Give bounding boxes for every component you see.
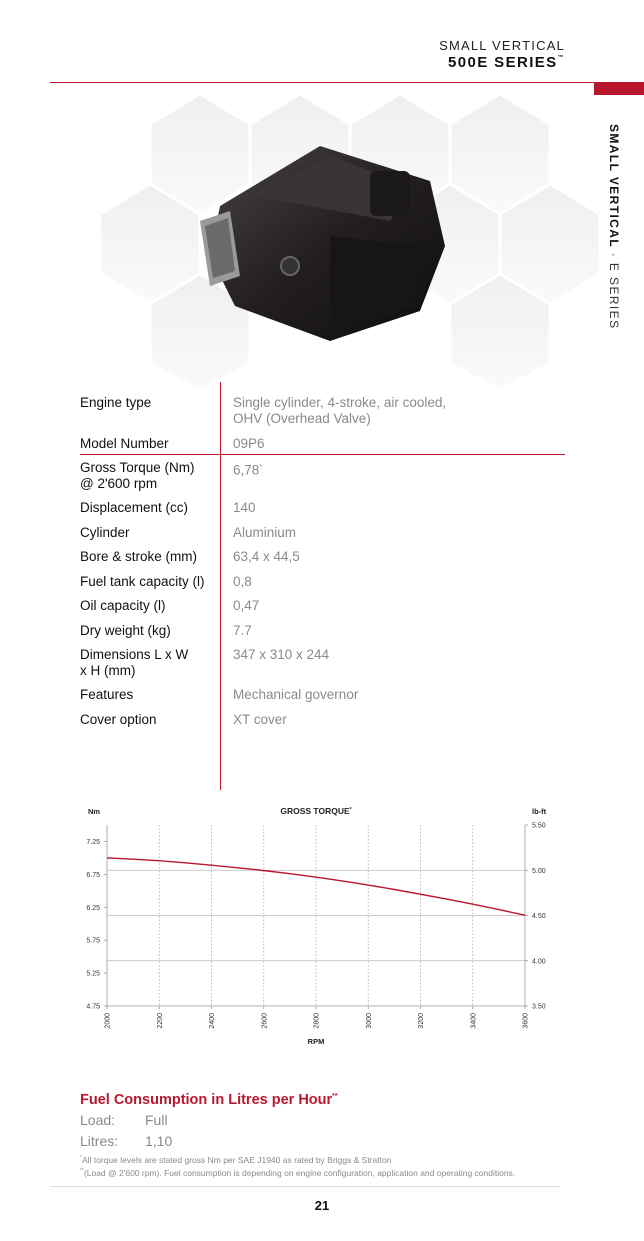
spec-row-gross-torque xyxy=(80,460,570,492)
footnote-mark: ** xyxy=(332,1093,338,1101)
header-series-line2: 500E SERIES™ xyxy=(447,54,565,71)
spec-row-dimensions xyxy=(80,647,570,679)
page-header xyxy=(439,38,565,71)
spec-row-engine-type xyxy=(80,395,570,426)
torque-chart xyxy=(70,800,560,1050)
spec-value: 6,78* xyxy=(233,462,263,478)
spec-value: 0,8 xyxy=(233,574,252,589)
chart-x-tick-label: 3200 xyxy=(418,1013,425,1029)
chart-x-tick-label: 2800 xyxy=(313,1013,321,1029)
chart-y-tick-label: 5.75 xyxy=(86,937,100,945)
chart-title: GROSS TORQUE* xyxy=(280,806,352,816)
chart-y-tick-label: 6.25 xyxy=(86,904,100,912)
chart-y2-tick-label: 5.50 xyxy=(532,822,546,830)
chart-y2-tick-label: 4.00 xyxy=(532,958,546,966)
spec-value: 63,4 x 44,5 xyxy=(233,549,300,564)
trademark-mark: ™ xyxy=(557,55,565,61)
chart-x-tick-label: 2400 xyxy=(209,1013,216,1029)
spec-row-features xyxy=(80,687,570,703)
chart-x-tick-label: 2600 xyxy=(261,1013,269,1029)
footnote-torque: *All torque levels are stated gross Nm per SAE J1940 as rated by Briggs & Stratton xyxy=(80,1155,392,1165)
spec-value: 347 x 310 x 244 xyxy=(233,647,330,662)
chart-y-tick-label: 4.75 xyxy=(86,1003,100,1011)
spec-value: 09P6 xyxy=(233,436,265,451)
header-rule xyxy=(50,82,594,83)
chart-x-tick-label: 3000 xyxy=(365,1013,373,1029)
chart-x-tick-label: 2200 xyxy=(156,1013,164,1029)
spec-value: Mechanical governor xyxy=(233,687,359,702)
chart-y2-tick-label: 5.00 xyxy=(532,867,546,875)
chart-y2-tick-label: 4.50 xyxy=(532,913,546,920)
fuel-litres-label: Litres: xyxy=(80,1133,119,1149)
spec-row-oil-capacity xyxy=(80,598,570,614)
spec-label: Features xyxy=(80,687,134,702)
chart-x-tick-label: 3400 xyxy=(470,1013,478,1029)
spec-label: Fuel tank capacity (l) xyxy=(80,574,205,589)
chart-y-tick-label: 7.25 xyxy=(86,838,100,846)
spec-value: Aluminium xyxy=(233,525,297,540)
footnote-fuel: **(Load @ 2'600 rpm). Fuel consumption is depending on engine configuration, application and operating conditions. xyxy=(80,1168,516,1178)
spec-row-cylinder xyxy=(80,525,570,541)
spec-label: Engine type xyxy=(80,395,152,410)
spec-row-cover-option xyxy=(80,712,570,728)
chart-title-mark: * xyxy=(349,807,352,813)
fuel-litres-row xyxy=(80,1133,173,1149)
spec-row-model-number xyxy=(80,436,570,452)
spec-label: Gross Torque (Nm) @ 2'600 rpm xyxy=(80,460,195,491)
spec-row-bore-stroke xyxy=(80,549,570,565)
footer-rule xyxy=(50,1186,560,1187)
fuel-consumption-title: Fuel Consumption in Litres per Hour** xyxy=(80,1092,338,1108)
side-section-label: SMALL VERTICAL · E SERIES xyxy=(607,124,621,330)
fuel-load-label: Load: xyxy=(80,1112,116,1128)
chart-x-axis-label: RPM xyxy=(307,1037,325,1046)
page-number: 21 xyxy=(314,1198,330,1213)
chart-x-tick-label: 3600 xyxy=(522,1013,530,1029)
spec-value: 7.7 xyxy=(233,623,252,638)
chart-y-axis-label: Nm xyxy=(88,807,101,816)
spec-row-displacement xyxy=(80,500,570,516)
spec-row-fuel-tank xyxy=(80,574,570,590)
fuel-load-value: Full xyxy=(145,1112,168,1128)
chart-y2-axis-label: lb-ft xyxy=(532,807,547,816)
engine-image xyxy=(180,126,480,346)
chart-x-tick-label: 2000 xyxy=(104,1013,112,1029)
spec-value: 140 xyxy=(233,500,256,515)
spec-label: Oil capacity (l) xyxy=(80,598,166,613)
spec-value: Single cylinder, 4-stroke, air cooled, OHV (Overhead Valve) xyxy=(233,395,447,426)
fuel-load-row xyxy=(80,1112,168,1128)
spec-label: Displacement (cc) xyxy=(80,500,189,515)
chart-y-tick-label: 5.25 xyxy=(86,970,100,978)
spec-label: Dimensions L x W x H (mm) xyxy=(80,647,189,678)
spec-value: 0,47 xyxy=(233,598,260,613)
spec-row-dry-weight xyxy=(80,623,570,639)
spec-rule xyxy=(80,454,565,455)
spec-label: Cylinder xyxy=(80,525,130,540)
spec-label: Model Number xyxy=(80,436,169,451)
header-series-line1: SMALL VERTICAL xyxy=(439,38,565,53)
footnote-mark: * xyxy=(259,464,263,471)
fuel-litres-value: 1,10 xyxy=(145,1133,173,1149)
spec-label: Cover option xyxy=(80,712,157,727)
chart-y2-tick-label: 3.50 xyxy=(532,1003,546,1011)
spec-value: XT cover xyxy=(233,712,287,727)
spec-label: Dry weight (kg) xyxy=(80,623,171,638)
chart-y-tick-label: 6.75 xyxy=(86,871,100,879)
spec-label: Bore & stroke (mm) xyxy=(80,549,198,564)
